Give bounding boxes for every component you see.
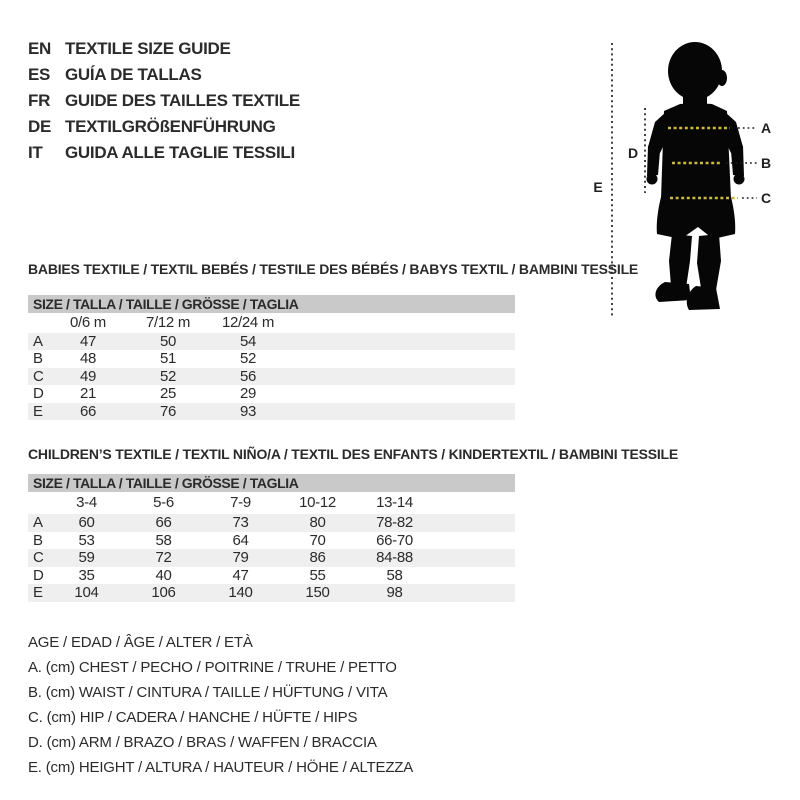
table-row <box>28 584 515 602</box>
cell-value: 56 <box>239 367 257 385</box>
cell-value: 50 <box>159 333 177 350</box>
cell-value: 73 <box>232 514 249 531</box>
babies-size-table <box>28 295 515 420</box>
babies-rows <box>28 333 515 420</box>
cell-value: 51 <box>159 350 177 368</box>
cell-value: 66 <box>155 514 172 531</box>
table-row <box>28 403 515 420</box>
language-row <box>28 114 300 140</box>
language-title: GUIDA ALLE TAGLIE TESSILI <box>65 143 295 162</box>
table-row <box>28 368 515 385</box>
table-row <box>28 532 515 550</box>
language-row <box>28 88 300 114</box>
children-column-headers <box>28 492 515 514</box>
children-rows <box>28 514 515 602</box>
column-header: 7/12 m <box>145 314 191 331</box>
language-row <box>28 140 300 166</box>
cell-value: 40 <box>155 566 172 584</box>
measurement-legend <box>28 630 413 780</box>
size-figure-diagram <box>580 25 800 325</box>
row-label: C <box>33 367 44 385</box>
cell-value: 150 <box>305 584 330 602</box>
babies-column-headers <box>28 313 515 333</box>
language-code: ES <box>28 65 51 84</box>
arm-line-D <box>628 108 645 193</box>
cell-value: 98 <box>386 584 403 602</box>
label-B: B <box>760 155 772 171</box>
cell-value: 21 <box>79 385 97 403</box>
column-header: 5-6 <box>153 494 174 511</box>
cell-value: 25 <box>159 385 177 403</box>
cell-value: 54 <box>239 333 257 350</box>
cell-value: 76 <box>159 402 177 420</box>
cell-value: 52 <box>239 350 257 368</box>
language-code: EN <box>28 39 52 58</box>
legend-item: C. (cm) HIP / CADERA / HANCHE / HÜFTE / HIPS <box>28 709 358 726</box>
row-label: E <box>33 402 43 420</box>
cell-value: 70 <box>309 531 326 549</box>
cell-value: 79 <box>232 549 249 567</box>
children-size-header-bar: SIZE / TALLA / TAILLE / GRÖSSE / TAGLIA <box>28 474 515 492</box>
row-label: B <box>33 350 43 368</box>
cell-value: 35 <box>78 566 95 584</box>
language-code: FR <box>28 91 51 110</box>
row-label: D <box>33 566 44 584</box>
cell-value: 93 <box>239 402 257 420</box>
cell-value: 58 <box>155 531 172 549</box>
legend-age-line: AGE / EDAD / ÂGE / ALTER / ETÀ <box>28 634 253 651</box>
child-silhouette <box>647 42 745 310</box>
babies-section-title: BABIES TEXTILE / TEXTIL BEBÉS / TESTILE DES BÉBÉS / BABYS TEXTIL / BAMBINI TESSILE <box>28 261 639 277</box>
cell-value: 52 <box>159 367 177 385</box>
label-E: E <box>593 179 603 195</box>
cell-value: 29 <box>239 385 257 403</box>
language-title: TEXTILE SIZE GUIDE <box>65 39 231 58</box>
babies-size-header-bar: SIZE / TALLA / TAILLE / GRÖSSE / TAGLIA <box>28 295 515 313</box>
language-row <box>28 62 300 88</box>
cell-value: 104 <box>74 584 99 602</box>
table-row <box>28 385 515 402</box>
row-label: D <box>33 385 44 403</box>
cell-value: 72 <box>155 549 172 567</box>
cell-value: 86 <box>309 549 326 567</box>
cell-value: 59 <box>78 549 95 567</box>
table-row <box>28 514 515 532</box>
legend-item: B. (cm) WAIST / CINTURA / TAILLE / HÜFTUNG / VITA <box>28 684 388 701</box>
legend-item: D. (cm) ARM / BRAZO / BRAS / WAFFEN / BRACCIA <box>28 734 377 751</box>
cell-value: 140 <box>228 584 253 602</box>
cell-value: 64 <box>232 531 249 549</box>
language-title: GUÍA DE TALLAS <box>65 65 202 84</box>
cell-value: 66 <box>79 402 97 420</box>
row-label: A <box>33 333 43 350</box>
cell-value: 80 <box>309 514 326 531</box>
column-header-spacer <box>28 492 48 514</box>
cell-value: 48 <box>79 350 97 368</box>
row-label: A <box>33 514 43 531</box>
cell-value: 84-88 <box>376 549 413 567</box>
column-header: 7-9 <box>230 494 251 511</box>
cell-value: 60 <box>78 514 95 531</box>
cell-value: 66-70 <box>376 531 413 549</box>
cell-value: 78-82 <box>376 514 413 531</box>
cell-value: 49 <box>79 367 97 385</box>
row-label: C <box>33 549 44 567</box>
row-label: B <box>33 531 43 549</box>
children-size-table <box>28 474 515 602</box>
table-row <box>28 567 515 585</box>
label-D: D <box>627 145 639 161</box>
cell-value: 47 <box>79 333 97 350</box>
column-header: 3-4 <box>76 494 97 511</box>
label-A: A <box>760 120 772 136</box>
language-row <box>28 36 300 62</box>
language-title: TEXTILGRÖßENFÜHRUNG <box>65 117 276 136</box>
table-row <box>28 549 515 567</box>
column-header: 13-14 <box>376 494 413 511</box>
table-row <box>28 333 515 350</box>
column-header: 10-12 <box>299 494 336 511</box>
column-header-spacer <box>28 313 48 333</box>
language-list <box>28 36 300 166</box>
cell-value: 58 <box>386 566 403 584</box>
row-label: E <box>33 584 43 602</box>
cell-value: 55 <box>309 566 326 584</box>
column-header: 0/6 m <box>69 314 106 331</box>
language-title: GUIDE DES TAILLES TEXTILE <box>65 91 300 110</box>
children-section-title: CHILDREN’S TEXTILE / TEXTIL NIÑO/A / TEXTIL DES ENFANTS / KINDERTEXTIL / BAMBINI TESSILE <box>28 446 679 462</box>
table-row <box>28 350 515 367</box>
language-code: DE <box>28 117 52 136</box>
label-C: C <box>760 190 772 206</box>
column-header: 12/24 m <box>221 314 275 331</box>
language-code: IT <box>28 143 43 162</box>
legend-item: A. (cm) CHEST / PECHO / POITRINE / TRUHE / PETTO <box>28 659 397 676</box>
cell-value: 53 <box>78 531 95 549</box>
legend-item: E. (cm) HEIGHT / ALTURA / HAUTEUR / HÖHE / ALTEZZA <box>28 759 414 776</box>
cell-value: 106 <box>151 584 176 602</box>
cell-value: 47 <box>232 566 249 584</box>
